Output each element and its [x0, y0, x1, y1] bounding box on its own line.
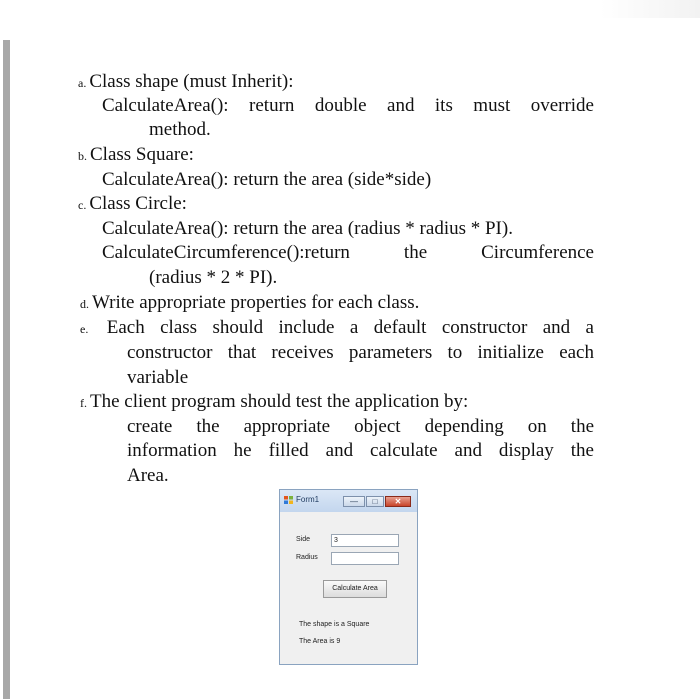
form-titlebar[interactable]: [280, 490, 417, 512]
area-result-label: The Area is 9: [299, 638, 341, 645]
item-c-title: Class Circle:: [89, 193, 187, 214]
calculate-area-button[interactable]: Calculate Area: [323, 580, 387, 598]
maximize-button[interactable]: □: [366, 496, 384, 507]
item-e-line2: variable: [127, 367, 189, 388]
item-f-line2: information he filled and calculate and display the: [127, 440, 594, 461]
item-e-marker: e.: [80, 322, 89, 336]
item-f-line3: Area.: [127, 465, 169, 486]
radius-label: Radius: [296, 554, 318, 561]
item-b: [78, 144, 194, 167]
item-a-line1: CalculateArea(): return double and its must override: [102, 95, 594, 116]
item-c-marker: c.: [78, 198, 87, 212]
item-a-marker: a.: [78, 76, 87, 90]
item-c: [78, 193, 187, 216]
item-e-line1: constructor that receives parameters to initialize each: [127, 342, 594, 363]
item-d-title: Write appropriate properties for each class.: [92, 292, 420, 313]
item-f-marker: f.: [80, 396, 87, 410]
item-c-line2: CalculateCircumference():return the Circumference: [102, 242, 594, 263]
item-a: [78, 71, 294, 94]
item-f-line1: create the appropriate object depending on the: [127, 416, 594, 437]
form-window: [279, 489, 418, 665]
item-e: [80, 317, 594, 340]
side-label: Side: [296, 536, 311, 543]
form-title: Form1: [296, 495, 320, 504]
corner-shade: [600, 0, 700, 18]
form-app-icon: [284, 496, 293, 504]
item-b-marker: b.: [78, 149, 87, 163]
shape-result-label: The shape is a Square: [299, 621, 370, 628]
left-margin-bar: [3, 40, 10, 699]
item-d-marker: d.: [80, 297, 89, 311]
item-b-line1: CalculateArea(): return the area (side*side): [102, 169, 432, 190]
item-f: [80, 391, 468, 414]
item-f-title: The client program should test the application by:: [90, 391, 469, 412]
item-d: [80, 292, 419, 315]
item-e-title: Each class should include a default constructor and a: [106, 317, 594, 338]
close-button[interactable]: ✕: [385, 496, 411, 507]
item-a-line2: method.: [149, 119, 211, 140]
item-c-line3: (radius * 2 * PI).: [149, 267, 278, 288]
item-a-title: Class shape (must Inherit):: [89, 71, 294, 92]
minimize-button[interactable]: —: [343, 496, 365, 507]
item-b-title: Class Square:: [90, 144, 194, 165]
radius-input[interactable]: [331, 552, 399, 565]
side-input[interactable]: 3: [331, 534, 399, 547]
item-c-line1: CalculateArea(): return the area (radius * radius * PI).: [102, 218, 513, 239]
